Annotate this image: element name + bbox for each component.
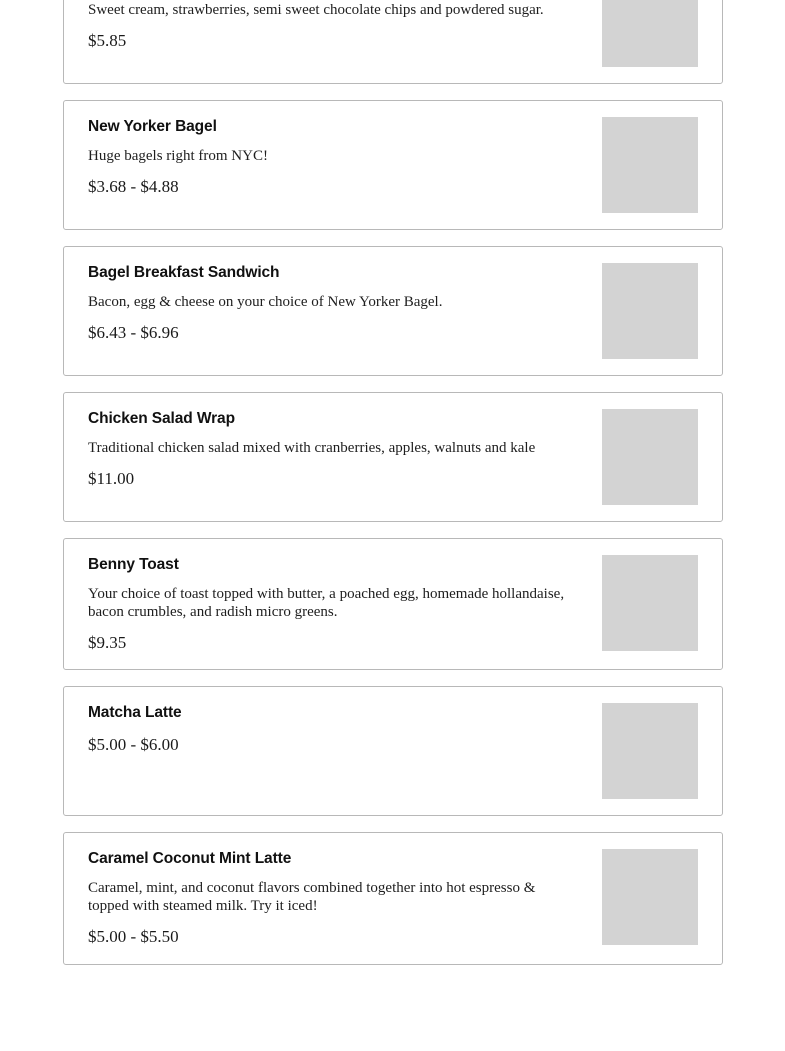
menu-item-card[interactable]	[63, 832, 723, 965]
menu-item-image-placeholder	[602, 849, 698, 945]
menu-item-text	[88, 556, 578, 653]
menu-item-price: $5.00 - $5.50	[88, 927, 179, 946]
menu-item-description: Caramel, mint, and coconut flavors combined together into hot espresso & topped with steamed milk. Try it iced!	[88, 880, 536, 914]
menu-item-card[interactable]	[63, 246, 723, 376]
menu-item-image-placeholder	[602, 555, 698, 651]
menu-item-price: $5.00 - $6.00	[88, 735, 179, 754]
menu-item-text	[88, 0, 578, 51]
menu-item-image-placeholder	[602, 263, 698, 359]
menu-item-price: $5.85	[88, 31, 127, 50]
menu-item-description: Bacon, egg & cheese on your choice of New Yorker Bagel.	[88, 294, 443, 310]
menu-item-description: Traditional chicken salad mixed with cranberries, apples, walnuts and kale	[88, 440, 536, 456]
menu-item-name: Chicken Salad Wrap	[88, 410, 235, 427]
menu-item-text	[88, 410, 578, 489]
menu-item-description: Huge bagels right from NYC!	[88, 148, 268, 164]
menu-item-description: Your choice of toast topped with butter, a poached egg, homemade hollandaise, bacon crumbles, and radish micro greens.	[88, 586, 565, 620]
menu-item-price: $6.43 - $6.96	[88, 323, 179, 342]
menu-item-name: Caramel Coconut Mint Latte	[88, 850, 292, 867]
menu-item-image-placeholder	[602, 0, 698, 67]
menu-item-image-placeholder	[602, 117, 698, 213]
menu-item-price: $9.35	[88, 633, 127, 652]
menu-item-card[interactable]	[63, 100, 723, 230]
menu-item-card[interactable]	[63, 686, 723, 816]
menu-item-image-placeholder	[602, 409, 698, 505]
menu-item-name: Bagel Breakfast Sandwich	[88, 264, 280, 281]
menu-item-name: Matcha Latte	[88, 704, 182, 721]
menu-item-card[interactable]	[63, 0, 723, 84]
menu-item-text	[88, 118, 578, 197]
menu-item-name: New Yorker Bagel	[88, 118, 217, 135]
menu-item-price: $11.00	[88, 469, 135, 488]
menu-item-card[interactable]	[63, 538, 723, 670]
menu-item-text	[88, 264, 578, 343]
menu-item-name: Benny Toast	[88, 556, 179, 573]
menu-item-text	[88, 850, 578, 947]
menu-item-description: Sweet cream, strawberries, semi sweet chocolate chips and powdered sugar.	[88, 2, 544, 18]
menu-item-image-placeholder	[602, 703, 698, 799]
menu-item-card[interactable]	[63, 392, 723, 522]
menu-item-price: $3.68 - $4.88	[88, 177, 179, 196]
menu-item-text	[88, 704, 578, 755]
menu-item-list	[63, 0, 723, 981]
